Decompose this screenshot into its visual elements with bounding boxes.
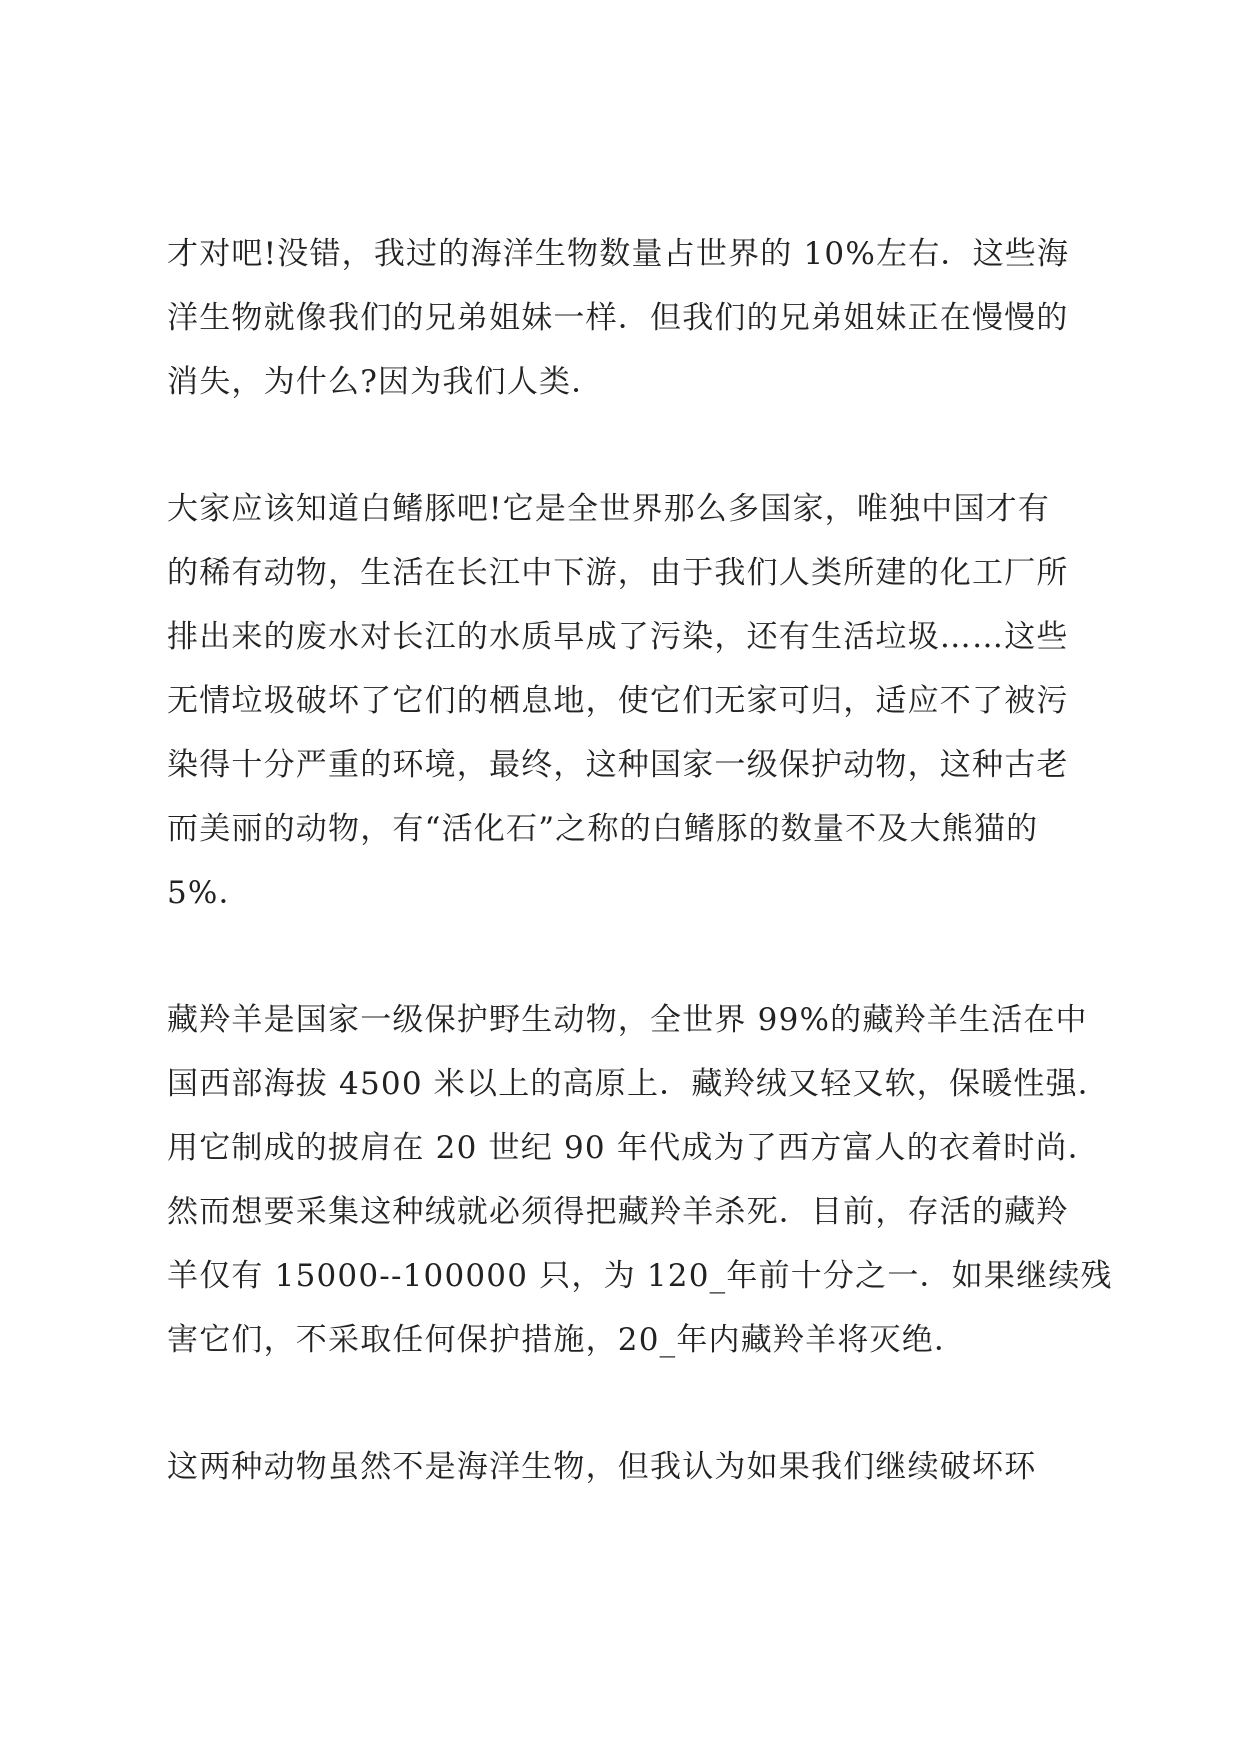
- text-line: 5%．: [167, 875, 251, 911]
- text-line: 无情垃圾破坏了它们的栖息地，使它们无家可归，适应不了被污: [167, 683, 1069, 719]
- text-line: 的稀有动物，生活在长江中下游，由于我们人类所建的化工厂所: [167, 555, 1069, 591]
- text-line: 这两种动物虽然不是海洋生物，但我认为如果我们继续破坏环: [167, 1449, 1037, 1485]
- paragraph-baiji-dolphin: [167, 477, 1107, 925]
- text-line: 消失，为什么?因为我们人类．: [167, 364, 604, 400]
- paragraph-marine-life: [167, 222, 1107, 414]
- text-line: 用它制成的披肩在 20 世纪 90 年代成为了西方富人的衣着时尚．: [167, 1130, 1100, 1166]
- text-line: 而美丽的动物，有“活化石”之称的白鳍豚的数量不及大熊猫的: [167, 811, 1039, 847]
- text-line: 羊仅有 15000--100000 只，为 120_年前十分之一．如果继续残: [167, 1258, 1113, 1294]
- text-line: 国西部海拔 4500 米以上的高原上．藏羚绒又轻又软，保暖性强．: [167, 1066, 1110, 1102]
- text-line: 大家应该知道白鳍豚吧!它是全世界那么多国家，唯独中国才有: [167, 491, 1051, 527]
- document-body: [167, 222, 1113, 1562]
- paragraph-conclusion: [167, 1435, 1107, 1499]
- paragraph-tibetan-antelope: [167, 988, 1113, 1372]
- text-line: 然而想要采集这种绒就必须得把藏羚羊杀死．目前，存活的藏羚: [167, 1194, 1069, 1230]
- text-line: 染得十分严重的环境，最终，这种国家一级保护动物，这种古老: [167, 747, 1069, 783]
- text-line: 才对吧!没错，我过的海洋生物数量占世界的 10%左右．这些海: [167, 236, 1070, 272]
- text-line: 害它们，不采取任何保护措施，20_年内藏羚羊将灭绝．: [167, 1322, 967, 1358]
- text-line: 排出来的废水对长江的水质早成了污染，还有生活垃圾……这些: [167, 619, 1069, 655]
- text-line: 洋生物就像我们的兄弟姐妹一样．但我们的兄弟姐妹正在慢慢的: [167, 300, 1069, 336]
- text-line: 藏羚羊是国家一级保护野生动物，全世界 99%的藏羚羊生活在中: [167, 1002, 1088, 1038]
